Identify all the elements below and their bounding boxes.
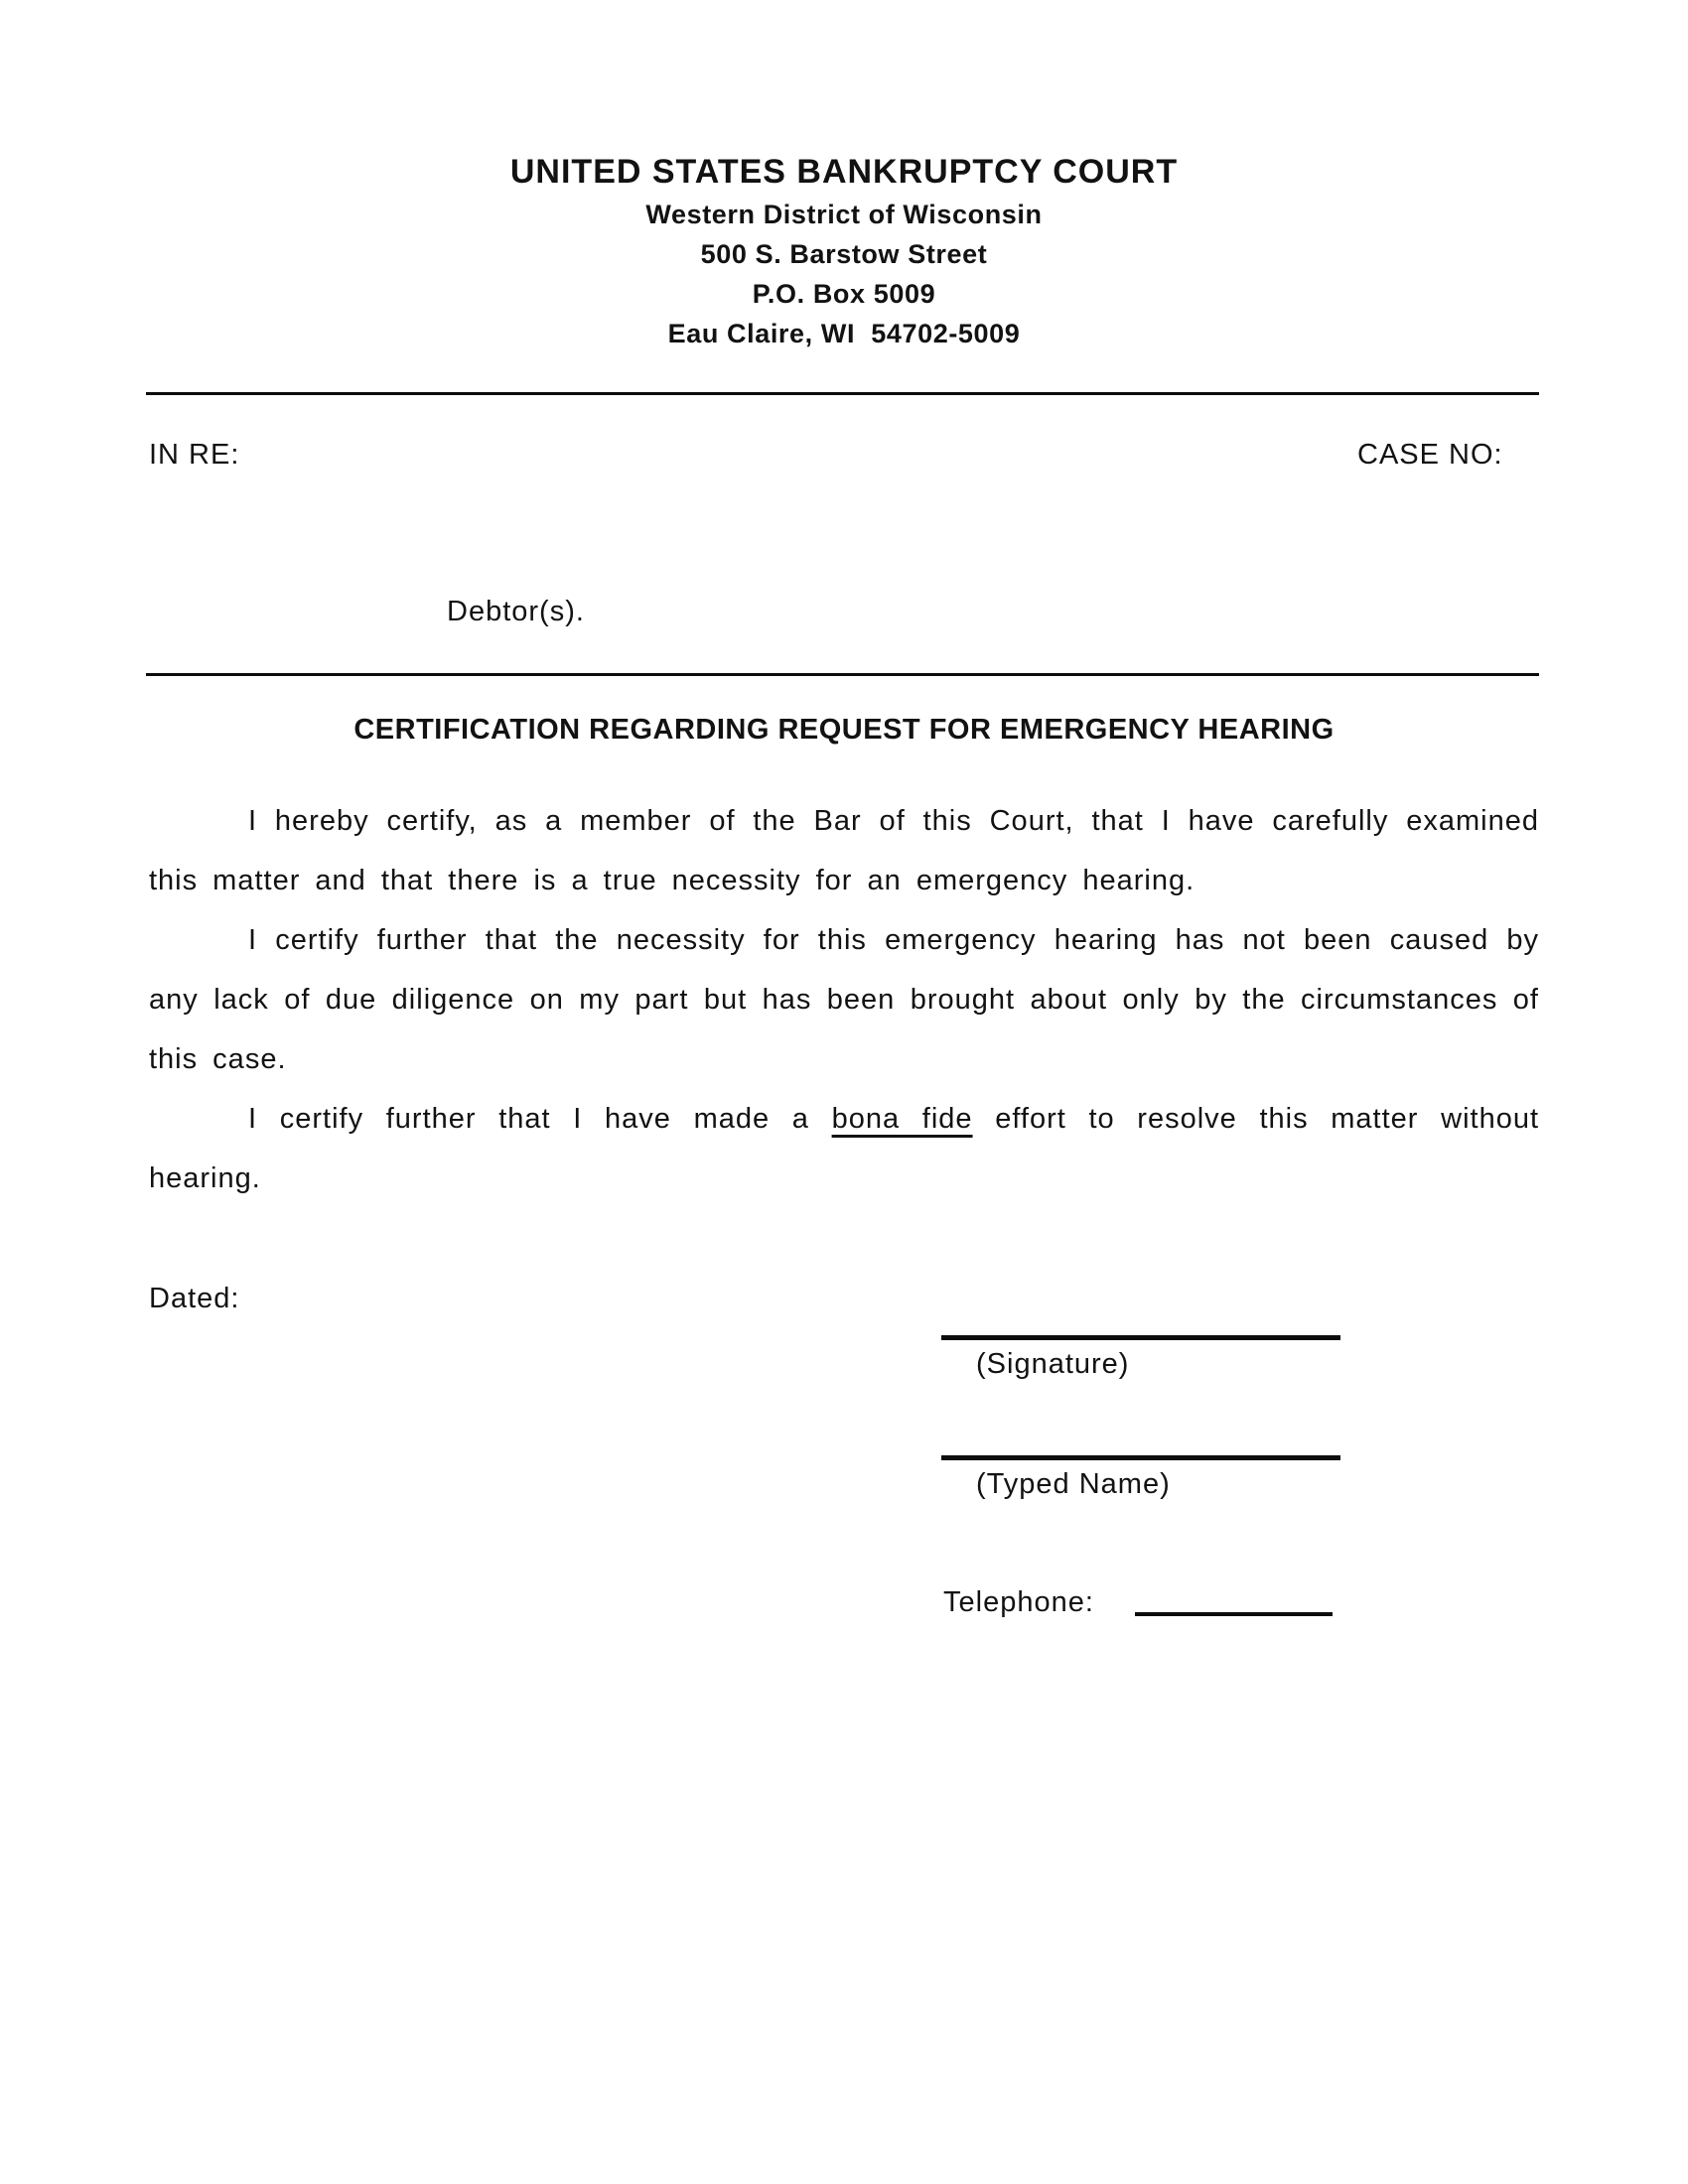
paragraph-2: I certify further that the necessity for this emergency hearing has not been caused by any lack of due diligence on my part but has been brought about only by the circumstances of this case. xyxy=(149,924,1539,1075)
paragraph-3-text-before: I certify further that I have made a xyxy=(248,1103,832,1135)
paragraph-3 xyxy=(149,1089,1539,1208)
signature-caption: (Signature) xyxy=(976,1348,1130,1380)
paragraph-1: I hereby certify, as a member of the Bar of this Court, that I have carefully examined this matter and that there is a true necessity for an emergency hearing. xyxy=(149,805,1539,896)
certification-body xyxy=(149,791,1539,1208)
signature-blank-line xyxy=(941,1335,1340,1340)
court-name: UNITED STATES BANKRUPTCY COURT xyxy=(509,153,1179,191)
header-divider xyxy=(146,392,1539,395)
paragraph-3-text-after: effort to resolve this matter without hearing. xyxy=(149,1103,1540,1194)
court-address-po-box: P.O. Box 5009 xyxy=(752,279,936,309)
court-header xyxy=(0,149,1688,353)
bona-fide-underlined-text: bona fide xyxy=(831,1103,973,1135)
court-address-street: 500 S. Barstow Street xyxy=(700,239,988,269)
document-title: CERTIFICATION REGARDING REQUEST FOR EMERGENCY HEARING xyxy=(353,714,1335,746)
in-re-label: IN RE: xyxy=(149,439,240,471)
typed-name-blank-line xyxy=(941,1455,1340,1460)
court-district: Western District of Wisconsin xyxy=(645,200,1043,229)
case-no-label: CASE NO: xyxy=(1357,439,1503,471)
telephone-blank-line xyxy=(1135,1612,1333,1616)
typed-name-caption: (Typed Name) xyxy=(976,1468,1171,1500)
caption-divider xyxy=(146,673,1539,676)
court-address-city: Eau Claire, WI 54702-5009 xyxy=(667,319,1021,348)
telephone-label: Telephone: xyxy=(943,1586,1094,1618)
debtor-label: Debtor(s). xyxy=(447,596,585,627)
dated-label: Dated: xyxy=(149,1283,240,1314)
